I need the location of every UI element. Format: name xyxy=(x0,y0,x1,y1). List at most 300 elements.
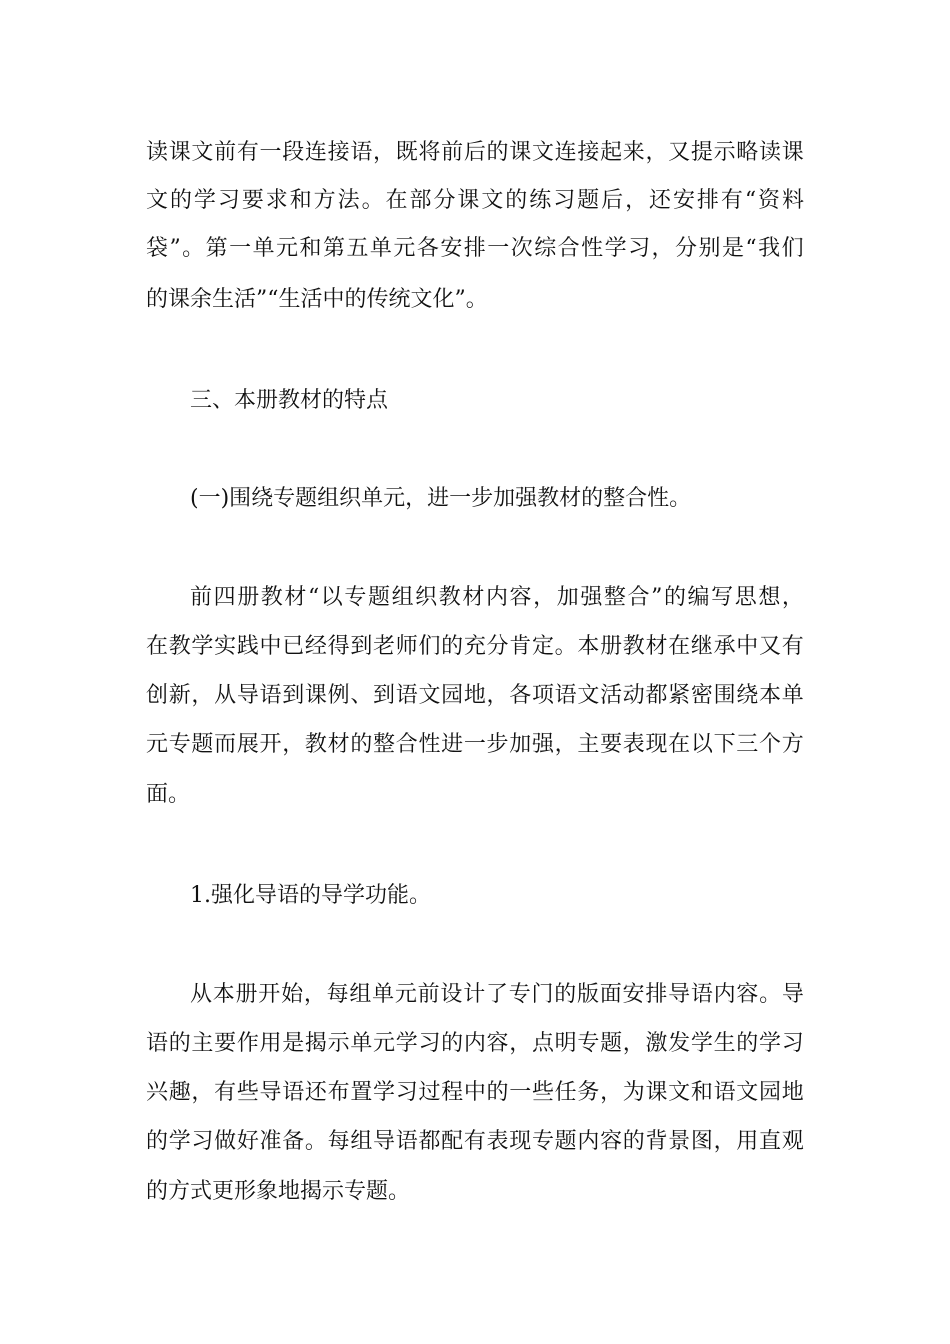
text-char: 单 xyxy=(781,683,804,708)
text-char: 合 xyxy=(627,585,650,610)
text-char: 表 xyxy=(486,1129,509,1154)
text-char: 。 xyxy=(182,236,205,261)
text-char: 语 xyxy=(146,1031,169,1056)
text-char: 有 xyxy=(236,140,259,165)
text-char: 版 xyxy=(577,982,600,1007)
text-char: 是 xyxy=(721,236,744,261)
text-char: 专 xyxy=(344,585,367,610)
text-char: 前 xyxy=(190,585,213,610)
text-char: 本 xyxy=(758,683,781,708)
text-char: 发 xyxy=(668,1031,691,1056)
text-char: 织 xyxy=(415,585,438,610)
paragraph-line: 面。 xyxy=(146,782,191,807)
text-char: 导 xyxy=(373,1129,396,1154)
text-char: 方 xyxy=(313,188,336,213)
text-char: 实 xyxy=(214,634,237,659)
text-char: 写 xyxy=(711,585,734,610)
text-char: 示 xyxy=(327,1031,350,1056)
text-char: 提 xyxy=(690,140,713,165)
text-char: 分 xyxy=(433,188,456,213)
text-char: 前 xyxy=(214,140,237,165)
text-char: 下 xyxy=(713,732,736,757)
paragraph-line xyxy=(146,1029,804,1059)
text-char: 进 xyxy=(441,732,464,757)
text-char: 内 xyxy=(485,585,508,610)
text-char: 习 xyxy=(191,1129,214,1154)
text-char: 的 xyxy=(622,1129,645,1154)
text-char: 做 xyxy=(214,1129,237,1154)
text-char: 第 xyxy=(205,236,228,261)
text-char: 本 xyxy=(577,634,600,659)
text-char: 现 xyxy=(509,1129,532,1154)
text-char: 中 xyxy=(463,1080,486,1105)
text-char: 了 xyxy=(485,982,508,1007)
text-char: ， xyxy=(533,585,556,610)
text-char: ， xyxy=(509,1031,532,1056)
text-char: 单 xyxy=(369,236,392,261)
text-char: 组 xyxy=(391,585,414,610)
text-char: 都 xyxy=(645,683,668,708)
text-char: 学 xyxy=(168,1129,191,1154)
text-char: 的 xyxy=(505,188,528,213)
text-char: 图 xyxy=(690,1129,713,1154)
text-char: 都 xyxy=(418,1129,441,1154)
text-char: 安 xyxy=(440,236,463,261)
text-char: 和 xyxy=(299,236,322,261)
text-char: 各 xyxy=(509,683,532,708)
text-char: “ xyxy=(307,585,320,610)
text-char: 强 xyxy=(531,732,554,757)
text-char: 备 xyxy=(282,1129,305,1154)
text-char: 课 xyxy=(168,140,191,165)
text-char: 语 xyxy=(554,683,577,708)
text-char: 经 xyxy=(304,634,327,659)
text-char: 资 xyxy=(758,188,781,213)
text-char: 有 xyxy=(781,634,804,659)
text-char: 文 xyxy=(418,683,441,708)
text-char: ， xyxy=(625,188,648,213)
text-char: 既 xyxy=(395,140,418,165)
text-char: 在 xyxy=(668,732,691,757)
text-char: 加 xyxy=(509,732,532,757)
text-char: 合 xyxy=(557,236,580,261)
text-char: 册 xyxy=(235,982,258,1007)
text-char: 。 xyxy=(554,634,577,659)
text-char: 专 xyxy=(531,1129,554,1154)
text-char: 面 xyxy=(599,982,622,1007)
text-char: 我 xyxy=(758,236,781,261)
subsection-heading: (一)围绕专题组织单元，进一步加强教材的整合性。 xyxy=(190,486,692,511)
text-char: 单 xyxy=(252,236,275,261)
text-char: 以 xyxy=(320,585,343,610)
text-char: 践 xyxy=(236,634,259,659)
paragraph-line xyxy=(146,730,804,760)
text-char: 册 xyxy=(600,634,623,659)
text-char: 到 xyxy=(350,634,373,659)
text-char: 材 xyxy=(462,585,485,610)
text-char: 展 xyxy=(236,732,259,757)
text-char: 读 xyxy=(758,140,781,165)
text-char: 一 xyxy=(487,236,510,261)
text-char: 合 xyxy=(395,732,418,757)
text-char: 些 xyxy=(236,1080,259,1105)
text-char: 导 xyxy=(259,1080,282,1105)
text-char: 册 xyxy=(237,585,260,610)
text-char: 连 xyxy=(554,140,577,165)
text-char: 课 xyxy=(304,683,327,708)
text-char: 接 xyxy=(327,140,350,165)
text-char: 在 xyxy=(146,634,169,659)
text-char: 加 xyxy=(556,585,579,610)
text-char: 材 xyxy=(327,732,350,757)
text-char: 文 xyxy=(191,140,214,165)
text-char: 的 xyxy=(554,982,577,1007)
paragraph-line: 的课余生活”“生活中的传统文化”。 xyxy=(146,287,488,312)
text-char: ， xyxy=(191,1080,214,1105)
text-char: 开 xyxy=(258,982,281,1007)
text-char: 创 xyxy=(146,683,169,708)
text-char: 师 xyxy=(395,634,418,659)
text-char: 。 xyxy=(759,982,782,1007)
text-char: 每 xyxy=(327,1129,350,1154)
text-char: 观 xyxy=(781,1129,804,1154)
text-char: 课 xyxy=(509,140,532,165)
text-char: 语 xyxy=(395,1129,418,1154)
text-char: 的 xyxy=(736,1031,759,1056)
paragraph-line xyxy=(190,980,804,1010)
text-char: 后 xyxy=(601,188,624,213)
text-char: 袋 xyxy=(146,236,169,261)
text-char: 活 xyxy=(600,683,623,708)
text-char: 容 xyxy=(509,585,532,610)
text-char: 性 xyxy=(581,236,604,261)
text-char: 题 xyxy=(191,732,214,757)
text-char: 容 xyxy=(486,1031,509,1056)
text-char: 生 xyxy=(713,1031,736,1056)
text-char: 教 xyxy=(438,585,461,610)
text-char: 一 xyxy=(463,732,486,757)
text-char: 个 xyxy=(758,732,781,757)
text-char: 习 xyxy=(781,1031,804,1056)
text-char: 别 xyxy=(698,236,721,261)
text-char: ， xyxy=(486,683,509,708)
text-char: 用 xyxy=(736,1129,759,1154)
text-char: 地 xyxy=(463,683,486,708)
paragraph-line xyxy=(146,138,804,168)
text-char: 又 xyxy=(758,634,781,659)
text-char: 揭 xyxy=(304,1031,327,1056)
text-char: 材 xyxy=(284,585,307,610)
text-char: 从 xyxy=(214,683,237,708)
text-char: 务 xyxy=(577,1080,600,1105)
text-char: 教 xyxy=(304,732,327,757)
text-char: 第 xyxy=(322,236,345,261)
text-char: 配 xyxy=(441,1129,464,1154)
text-char: 题 xyxy=(367,585,390,610)
text-char: 各 xyxy=(416,236,439,261)
text-char: 为 xyxy=(622,1080,645,1105)
text-char: ， xyxy=(303,982,326,1007)
text-char: 学 xyxy=(373,1080,396,1105)
text-char: 学 xyxy=(395,1031,418,1056)
text-char: 开 xyxy=(259,732,282,757)
text-char: “ xyxy=(744,188,757,213)
text-char: 们 xyxy=(781,236,804,261)
text-char: 趣 xyxy=(168,1080,191,1105)
text-char: 导 xyxy=(781,982,804,1007)
paragraph-line xyxy=(190,583,804,613)
text-char: 门 xyxy=(531,982,554,1007)
text-char: 连 xyxy=(304,140,327,165)
text-char: 景 xyxy=(668,1129,691,1154)
text-char: 任 xyxy=(554,1080,577,1105)
text-char: 是 xyxy=(282,1031,305,1056)
text-char: 准 xyxy=(259,1129,282,1154)
text-char: 习 xyxy=(395,1080,418,1105)
text-char: 程 xyxy=(441,1080,464,1105)
text-char: 文 xyxy=(736,1080,759,1105)
text-char: 要 xyxy=(214,1031,237,1056)
text-char: 元 xyxy=(276,236,299,261)
text-char: 计 xyxy=(463,982,486,1007)
text-char: 学 xyxy=(193,188,216,213)
text-char: 语 xyxy=(690,982,713,1007)
text-char: 前 xyxy=(441,140,464,165)
paragraph-line xyxy=(146,1127,804,1157)
text-char: 一 xyxy=(509,1080,532,1105)
text-char: 。 xyxy=(304,1129,327,1154)
text-char: 求 xyxy=(265,188,288,213)
text-char: 专 xyxy=(168,732,191,757)
text-char: 习 xyxy=(217,188,240,213)
text-char: 语 xyxy=(282,1080,305,1105)
text-char: 思 xyxy=(734,585,757,610)
text-char: 文 xyxy=(531,140,554,165)
text-char: 紧 xyxy=(668,683,691,708)
text-char: 方 xyxy=(781,732,804,757)
text-char: 以 xyxy=(690,732,713,757)
text-char: 语 xyxy=(350,140,373,165)
text-char: ， xyxy=(622,1031,645,1056)
text-char: 一 xyxy=(259,140,282,165)
text-char: 已 xyxy=(282,634,305,659)
text-char: 将 xyxy=(418,140,441,165)
text-char: 专 xyxy=(508,982,531,1007)
text-char: 接 xyxy=(577,140,600,165)
text-char: 习 xyxy=(553,188,576,213)
text-char: 课 xyxy=(645,1080,668,1105)
text-char: 在 xyxy=(385,188,408,213)
paragraph-line xyxy=(146,234,804,264)
text-char: 充 xyxy=(463,634,486,659)
text-char: 点 xyxy=(531,1031,554,1056)
text-char: 元 xyxy=(373,1031,396,1056)
text-char: ， xyxy=(282,732,305,757)
text-char: 用 xyxy=(259,1031,282,1056)
text-char: 。 xyxy=(361,188,384,213)
text-char: 教 xyxy=(622,634,645,659)
paragraph-line xyxy=(146,186,804,216)
text-char: 单 xyxy=(350,1031,373,1056)
text-char: 强 xyxy=(580,585,603,610)
text-char: 五 xyxy=(346,236,369,261)
text-char: 还 xyxy=(649,188,672,213)
text-char: 文 xyxy=(146,188,169,213)
text-char: 园 xyxy=(441,683,464,708)
text-char: 学 xyxy=(604,236,627,261)
text-char: 定 xyxy=(531,634,554,659)
text-char: 文 xyxy=(577,683,600,708)
text-char: 动 xyxy=(622,683,645,708)
text-char: 组 xyxy=(349,982,372,1007)
text-char: “ xyxy=(745,236,757,261)
text-char: 好 xyxy=(236,1129,259,1154)
text-char: ， xyxy=(645,140,668,165)
text-char: 四 xyxy=(213,585,236,610)
text-char: 布 xyxy=(327,1080,350,1105)
text-char: 习 xyxy=(628,236,651,261)
text-char: 老 xyxy=(373,634,396,659)
text-char: 导 xyxy=(668,982,691,1007)
text-char: 直 xyxy=(758,1129,781,1154)
text-char: 现 xyxy=(645,732,668,757)
text-char: 排 xyxy=(696,188,719,213)
text-char: 从 xyxy=(190,982,213,1007)
text-char: 有 xyxy=(720,188,743,213)
text-char: 还 xyxy=(304,1080,327,1105)
text-char: 主 xyxy=(577,732,600,757)
text-char: 安 xyxy=(672,188,695,213)
text-char: 园 xyxy=(758,1080,781,1105)
text-char: 的 xyxy=(663,585,686,610)
text-char: 的 xyxy=(486,1080,509,1105)
paragraph-line: 的方式更形象地揭示专题。 xyxy=(146,1179,411,1204)
text-char: 和 xyxy=(289,188,312,213)
text-char: 的 xyxy=(441,634,464,659)
text-char: 起 xyxy=(600,140,623,165)
text-char: 过 xyxy=(418,1080,441,1105)
text-char: 文 xyxy=(668,1080,691,1105)
text-char: 段 xyxy=(282,140,305,165)
text-char: 元 xyxy=(394,982,417,1007)
text-char: 文 xyxy=(481,188,504,213)
text-char: 置 xyxy=(350,1080,373,1105)
text-char: 教 xyxy=(260,585,283,610)
text-char: 法 xyxy=(337,188,360,213)
text-char: 例 xyxy=(327,683,350,708)
text-char: 材 xyxy=(645,634,668,659)
text-char: 要 xyxy=(241,188,264,213)
text-char: 教 xyxy=(168,634,191,659)
text-char: 项 xyxy=(531,683,554,708)
text-char: 学 xyxy=(758,1031,781,1056)
text-char: 每 xyxy=(326,982,349,1007)
text-char: 编 xyxy=(687,585,710,610)
text-char: 到 xyxy=(373,683,396,708)
text-char: 表 xyxy=(622,732,645,757)
text-char: 题 xyxy=(554,1129,577,1154)
text-char: 中 xyxy=(736,634,759,659)
text-char: 元 xyxy=(146,732,169,757)
text-char: 激 xyxy=(645,1031,668,1056)
text-char: 元 xyxy=(393,236,416,261)
text-char: 主 xyxy=(191,1031,214,1056)
text-char: 有 xyxy=(463,1129,486,1154)
text-char: 的 xyxy=(350,732,373,757)
text-char: 想 xyxy=(758,585,781,610)
text-char: 语 xyxy=(713,1080,736,1105)
text-char: 继 xyxy=(690,634,713,659)
text-char: 的 xyxy=(146,1129,169,1154)
text-char: 来 xyxy=(622,140,645,165)
text-char: 新 xyxy=(168,683,191,708)
text-char: 学 xyxy=(690,1031,713,1056)
text-char: ， xyxy=(600,1080,623,1105)
text-char: 练 xyxy=(529,188,552,213)
text-char: 中 xyxy=(259,634,282,659)
text-char: 三 xyxy=(736,732,759,757)
text-char: 料 xyxy=(781,188,804,213)
text-char: 容 xyxy=(736,982,759,1007)
paragraph-line xyxy=(146,1078,804,1108)
text-char: 单 xyxy=(372,982,395,1007)
text-char: 承 xyxy=(713,634,736,659)
text-char: 题 xyxy=(577,188,600,213)
text-char: 题 xyxy=(600,1031,623,1056)
text-char: 课 xyxy=(781,140,804,165)
section-heading: 三、本册教材的特点 xyxy=(190,388,389,413)
text-char: 容 xyxy=(600,1129,623,1154)
point-heading: 1.强化导语的导学功能。 xyxy=(190,883,431,908)
text-char: 学 xyxy=(191,634,214,659)
text-char: 整 xyxy=(373,732,396,757)
text-char: 又 xyxy=(668,140,691,165)
text-char: 内 xyxy=(463,1031,486,1056)
text-char: 综 xyxy=(534,236,557,261)
text-char: 分 xyxy=(675,236,698,261)
text-char: 本 xyxy=(212,982,235,1007)
text-char: 组 xyxy=(350,1129,373,1154)
text-char: ” xyxy=(169,236,181,261)
text-char: 明 xyxy=(554,1031,577,1056)
text-char: 有 xyxy=(214,1080,237,1105)
text-char: 肯 xyxy=(509,634,532,659)
text-char: 得 xyxy=(327,634,350,659)
text-char: 习 xyxy=(418,1031,441,1056)
text-char: 而 xyxy=(214,732,237,757)
text-char: ， xyxy=(651,236,674,261)
text-char: ， xyxy=(781,585,804,610)
text-char: 分 xyxy=(486,634,509,659)
paragraph-line xyxy=(146,681,804,711)
text-char: 性 xyxy=(418,732,441,757)
text-char: 前 xyxy=(417,982,440,1007)
text-char: 内 xyxy=(713,982,736,1007)
text-char: 们 xyxy=(418,634,441,659)
text-char: 兴 xyxy=(146,1080,169,1105)
text-char: 专 xyxy=(577,1031,600,1056)
text-char: 作 xyxy=(236,1031,259,1056)
text-char: 排 xyxy=(645,982,668,1007)
text-char: 课 xyxy=(457,188,480,213)
text-char: 密 xyxy=(690,683,713,708)
text-char: 的 xyxy=(168,1031,191,1056)
text-char: 设 xyxy=(440,982,463,1007)
text-char: 次 xyxy=(510,236,533,261)
text-char: 的 xyxy=(441,1031,464,1056)
text-char: 的 xyxy=(486,140,509,165)
text-char: ” xyxy=(651,585,663,610)
